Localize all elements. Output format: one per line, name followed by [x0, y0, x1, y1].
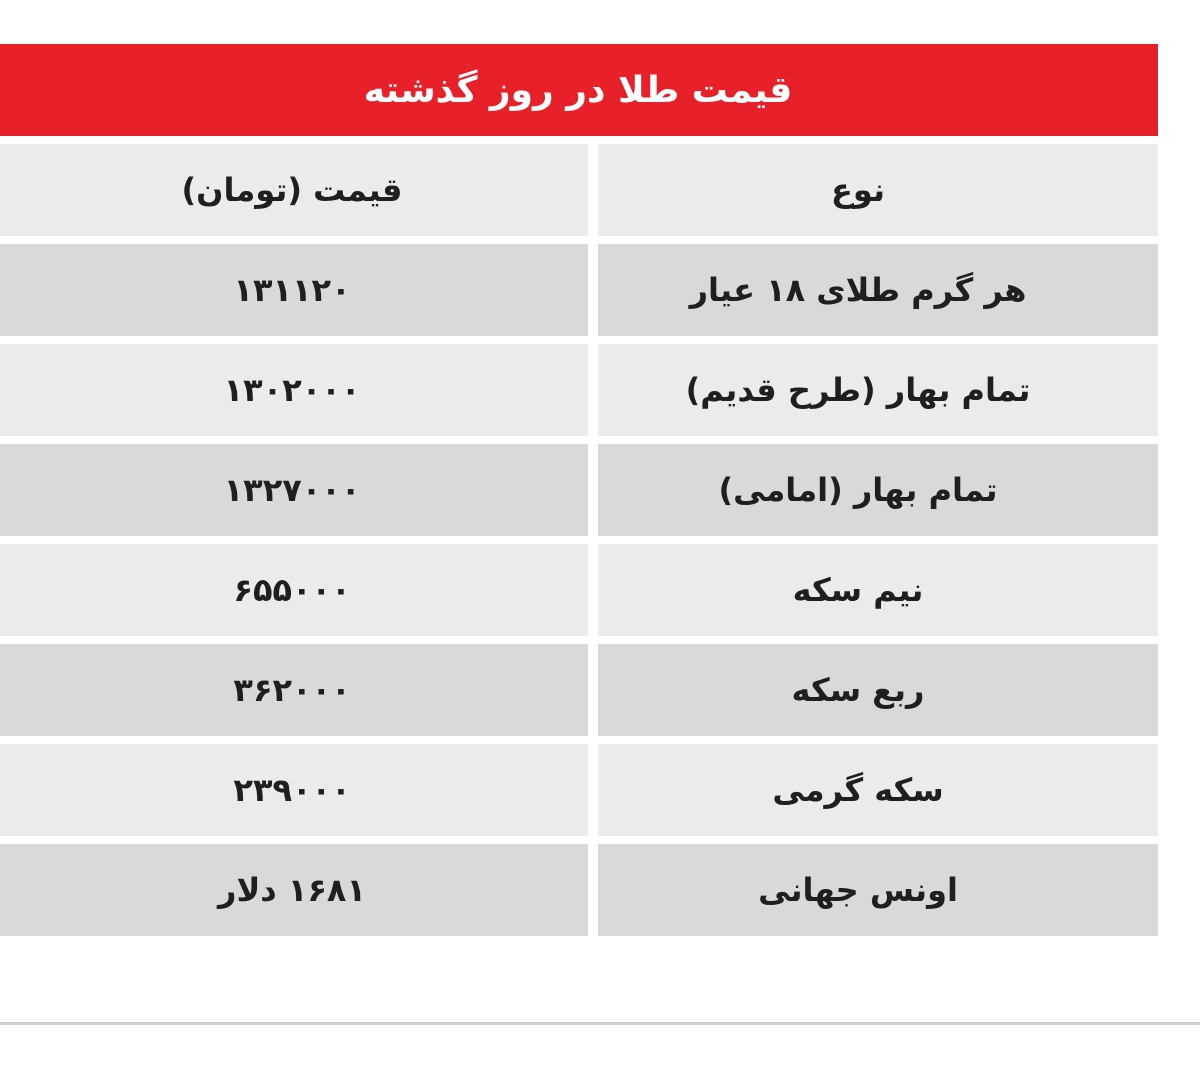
divider	[0, 1022, 1200, 1025]
type-cell: اونس جهانی	[598, 844, 1158, 936]
header-price: قیمت (تومان)	[0, 144, 588, 236]
price-cell: ۱۳۰۲۰۰۰	[0, 344, 588, 436]
price-cell: ۱۳۱۱۲۰	[0, 244, 588, 336]
type-cell: هر گرم طلای ۱۸ عیار	[598, 244, 1158, 336]
type-cell: سکه گرمی	[598, 744, 1158, 836]
price-cell: ۱۶۸۱ دلار	[0, 844, 588, 936]
table-row	[0, 644, 1158, 736]
price-cell: ۶۵۵۰۰۰	[0, 544, 588, 636]
price-cell: ۱۳۲۷۰۰۰	[0, 444, 588, 536]
type-cell: تمام بهار (امامی)	[598, 444, 1158, 536]
type-cell: تمام بهار (طرح قدیم)	[598, 344, 1158, 436]
type-cell: ربع سکه	[598, 644, 1158, 736]
table-row	[0, 444, 1158, 536]
table-row	[0, 244, 1158, 336]
table-row	[0, 344, 1158, 436]
table-row	[0, 544, 1158, 636]
table-title	[0, 44, 1158, 136]
table-title-text: قیمت طلا در روز گذشته	[363, 69, 793, 111]
header-type: نوع	[598, 144, 1158, 236]
price-cell: ۲۳۹۰۰۰	[0, 744, 588, 836]
type-cell: نیم سکه	[598, 544, 1158, 636]
table-row	[0, 744, 1158, 836]
table-row	[0, 844, 1158, 936]
table-header-row	[0, 144, 1158, 236]
price-cell: ۳۶۲۰۰۰	[0, 644, 588, 736]
